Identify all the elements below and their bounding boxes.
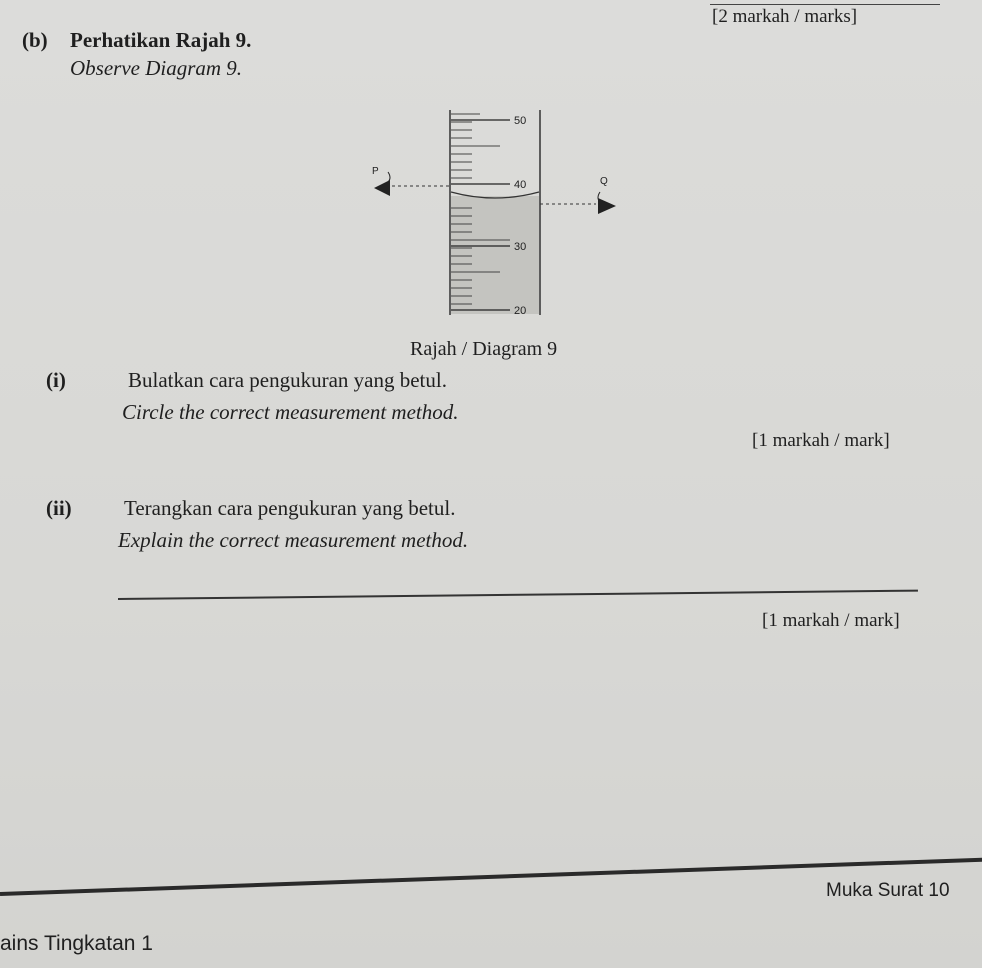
- question-ii-text-english: Explain the correct measurement method.: [118, 528, 469, 552]
- part-b-instruction-malay: Perhatikan Rajah 9.: [70, 28, 252, 52]
- top-border-line: [710, 4, 940, 5]
- question-i-text-malay: Bulatkan cara pengukuran yang betul.: [128, 368, 447, 392]
- question-i-text-english: Circle the correct measurement method.: [122, 400, 459, 424]
- part-b-label: (b): [22, 28, 48, 52]
- subject-footer: ains Tingkatan 1: [0, 932, 153, 955]
- scale-label-20: 20: [514, 305, 527, 317]
- question-i-marks: [1 markah / mark]: [752, 430, 890, 451]
- scale-label-30: 30: [514, 241, 527, 253]
- scale-label-40: 40: [514, 179, 527, 191]
- answer-line[interactable]: [118, 590, 918, 600]
- eye-q-label: Q: [600, 176, 608, 187]
- diagram-caption: Rajah / Diagram 9: [410, 338, 558, 360]
- question-ii-number: (ii): [46, 496, 72, 520]
- eye-q-icon: [598, 192, 616, 214]
- page-number: Muka Surat 10: [826, 880, 950, 901]
- measuring-cylinder-diagram: [360, 100, 630, 330]
- scale-label-50: 50: [514, 115, 527, 127]
- eye-p-label: P: [372, 166, 379, 177]
- question-ii-text-malay: Terangkan cara pengukuran yang betul.: [124, 496, 456, 520]
- part-b-instruction-english: Observe Diagram 9.: [70, 56, 243, 80]
- marks-total: [2 markah / marks]: [712, 6, 858, 27]
- measuring-cylinder-svg: [360, 100, 630, 330]
- question-i-number: (i): [46, 368, 66, 392]
- question-ii-marks: [1 markah / mark]: [762, 610, 900, 631]
